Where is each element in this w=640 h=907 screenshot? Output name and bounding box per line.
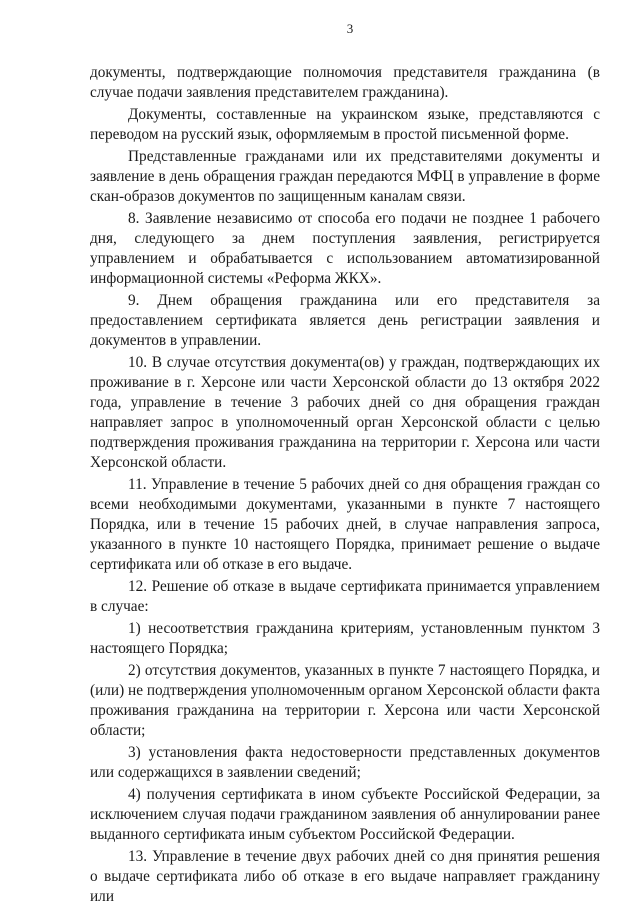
paragraph-item-11: 11. Управление в течение 5 рабочих дней со дня обращения граждан со всеми необходимыми документами, указанными в пункте 7 настоящего Порядка, или в течение 15 рабочих дней, в случае направления запроса, указанного в пункте 10 настоящего Порядка, принимает решение о выдаче сертификата или об отказе в его выдаче. xyxy=(90,476,600,573)
paragraph-item-12-sub-3: 3) установления факта недостоверности представленных документов или содержащихся в заявлении сведений; xyxy=(90,744,600,781)
paragraph-mfc-transfer: Представленные гражданами или их представителями документы и заявление в день обращения граждан передаются МФЦ в управление в форме скан-образов документов по защищенным каналам связи. xyxy=(90,148,600,205)
paragraph-item-10: 10. В случае отсутствия документа(ов) у граждан, подтверждающих их проживание в г. Херсоне или части Херсонской области до 13 октября 2022 года, управление в течение 3 рабочих дней со дня обращения граждан направляет запрос в уполномоченный орган Херсонской области с целью подтверждения проживания гражданина на территории г. Херсона или части Херсонской области. xyxy=(90,354,600,471)
paragraph-item-8: 8. Заявление независимо от способа его подачи не позднее 1 рабочего дня, следующего за днем поступления заявления, регистрируется управлением и обрабатывается с использованием автоматизированной информационной системы «Реформа ЖКХ». xyxy=(90,210,600,287)
paragraph-ukrainian-docs: Документы, составленные на украинском языке, представляются с переводом на русский язык, оформляемым в простой письменной форме. xyxy=(90,106,600,143)
page-number: 3 xyxy=(346,21,354,36)
document-body xyxy=(90,63,600,907)
paragraph-item-12-sub-4: 4) получения сертификата в ином субъекте Российской Федерации, за исключением случая подачи гражданином заявления об аннулировании ранее выданного сертификата иным субъектом Российской Федерации. xyxy=(90,786,600,843)
paragraph-item-12: 12. Решение об отказе в выдаче сертификата принимается управлением в случае: xyxy=(90,578,600,615)
paragraph-representative-docs: документы, подтверждающие полномочия представителя гражданина (в случае подачи заявления представителем гражданина). xyxy=(90,64,600,101)
paragraph-item-12-sub-1: 1) несоответствия гражданина критериям, установленным пунктом 3 настоящего Порядка; xyxy=(90,620,600,657)
paragraph-item-9: 9. Днем обращения гражданина или его представителя за предоставлением сертификата является день регистрации заявления и документов в управлении. xyxy=(90,292,600,349)
paragraph-item-13: 13. Управление в течение двух рабочих дней со дня принятия решения о выдаче сертификата либо об отказе в его выдаче направляет гражданину или xyxy=(90,848,600,905)
paragraph-item-12-sub-2: 2) отсутствия документов, указанных в пункте 7 настоящего Порядка, и (или) не подтверждения уполномоченным органом Херсонской области факта проживания гражданина на территории г. Херсона или части Херсонской области; xyxy=(90,662,600,739)
